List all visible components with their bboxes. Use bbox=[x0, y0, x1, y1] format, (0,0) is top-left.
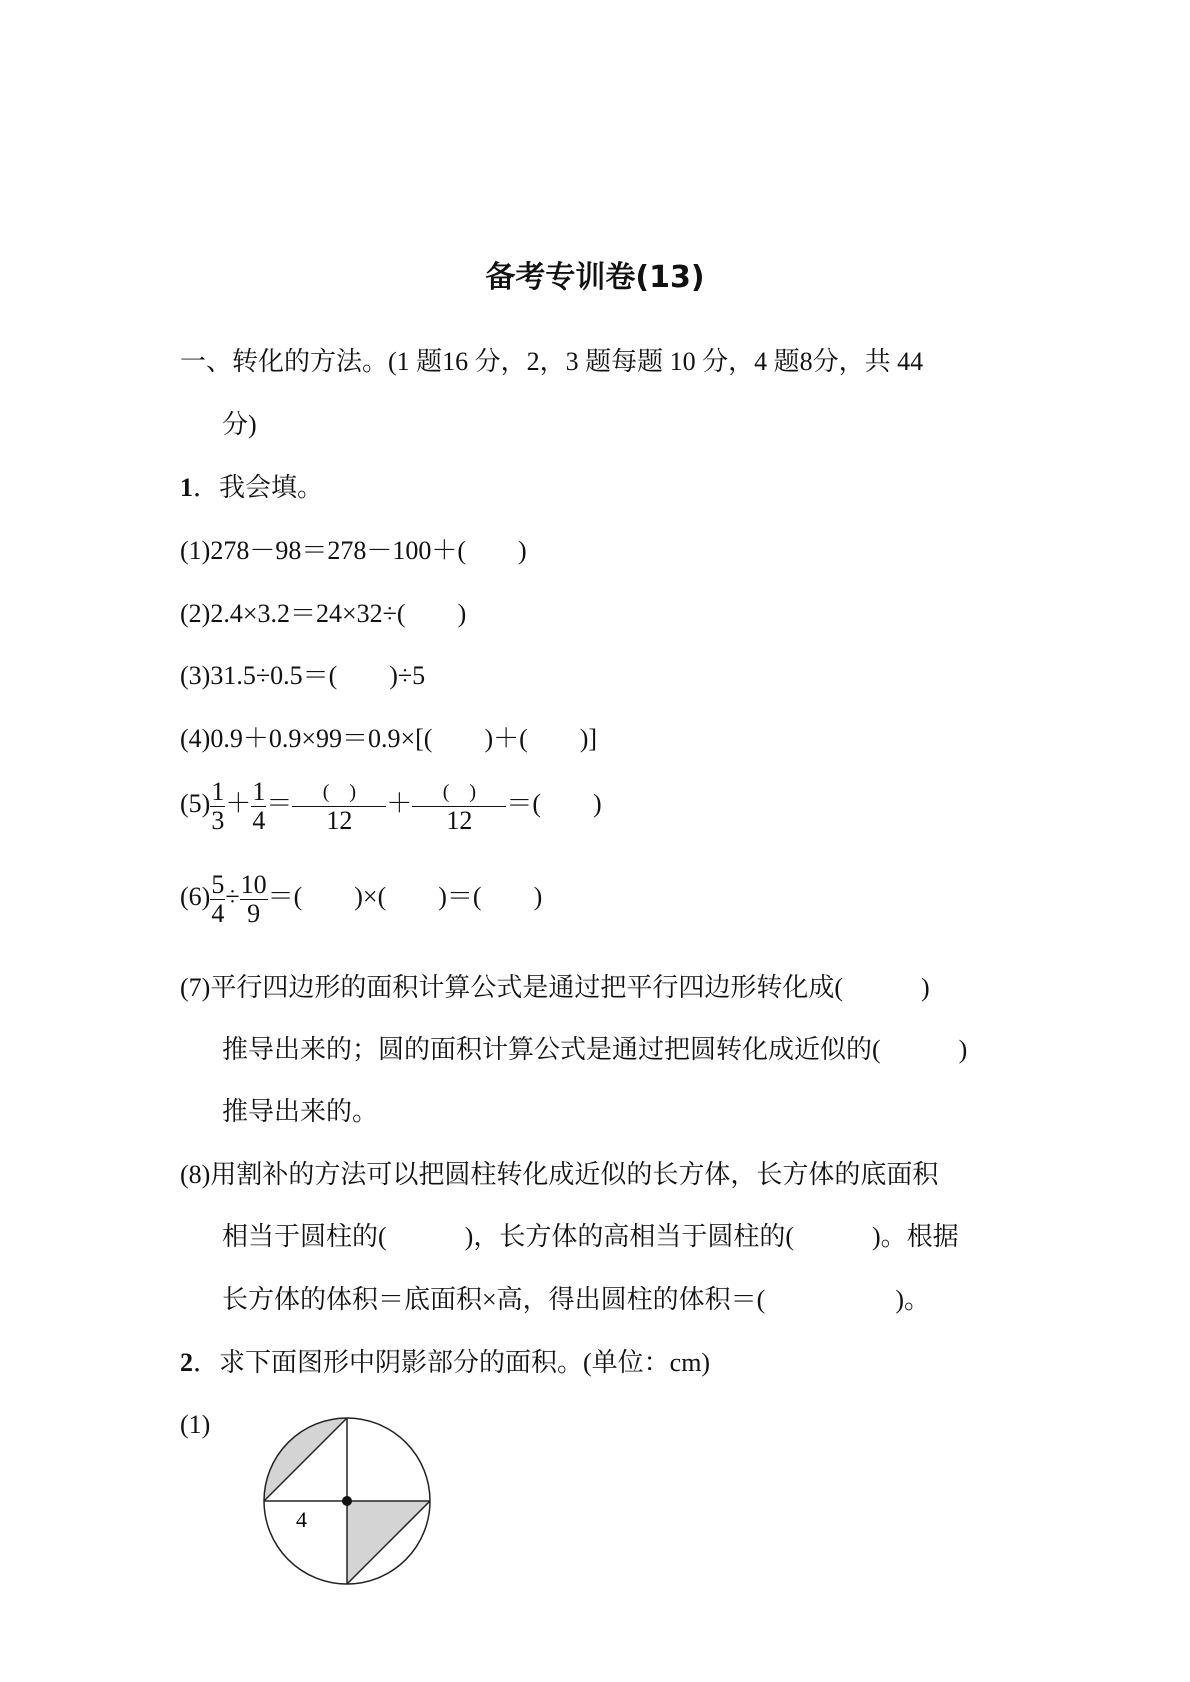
fraction bbox=[210, 778, 225, 835]
denominator: 9 bbox=[247, 898, 261, 928]
answer-blank: ＝( ) bbox=[506, 789, 602, 818]
item-7-line-2: 推导出来的；圆的面积计算公式是通过把圆转化成近似的( ) bbox=[222, 1035, 968, 1064]
fraction-blank bbox=[412, 778, 506, 835]
item-7-line-3: 推导出来的。 bbox=[222, 1097, 379, 1126]
radius-label: 4 bbox=[296, 1507, 307, 1532]
numerator: 1 bbox=[252, 776, 266, 806]
answer-blank: ＝( )×( )＝( ) bbox=[267, 882, 543, 911]
item-2: (2)2.4×3.2＝24×32÷( ) bbox=[180, 599, 467, 628]
question-1-heading bbox=[180, 473, 323, 503]
center-point bbox=[342, 1496, 352, 1506]
page-title: 备考专训卷(13) bbox=[485, 260, 705, 295]
question-text: ．我会填。 bbox=[193, 473, 324, 502]
operator: ÷ bbox=[225, 882, 240, 911]
shaded-circle-figure bbox=[250, 1405, 450, 1600]
denominator: 3 bbox=[211, 805, 225, 835]
fraction-blank bbox=[292, 778, 386, 835]
section-heading: 一、转化的方法。(1 题16 分，2，3 题每题 10 分，4 题8分，共 44 bbox=[180, 347, 924, 376]
item-7-line-1: (7)平行四边形的面积计算公式是通过把平行四边形转化成( ) bbox=[180, 973, 930, 1002]
numerator: 1 bbox=[211, 776, 225, 806]
item-8-line-1: (8)用割补的方法可以把圆柱转化成近似的长方体，长方体的底面积 bbox=[180, 1160, 939, 1189]
denominator: 4 bbox=[211, 898, 225, 928]
item-label: (5) bbox=[180, 789, 211, 818]
operator: ＋ bbox=[386, 789, 413, 818]
item-8-line-3: 长方体的体积＝底面积×高，得出圆柱的体积＝( )。 bbox=[222, 1285, 930, 1314]
question-text: ．求下面图形中阴影部分的面积。(单位：cm) bbox=[193, 1348, 711, 1377]
fraction bbox=[240, 871, 268, 928]
item-3: (3)31.5÷0.5＝( )÷5 bbox=[180, 661, 426, 690]
item-4: (4)0.9＋0.9×99＝0.9×[( )＋( )] bbox=[180, 724, 598, 753]
denominator: 12 bbox=[326, 805, 353, 835]
question-number: 2 bbox=[180, 1348, 193, 1377]
question-number: 1 bbox=[180, 473, 193, 502]
item-1: (1)278－98＝278－100＋( ) bbox=[180, 536, 527, 565]
denominator: 4 bbox=[252, 805, 266, 835]
denominator: 12 bbox=[446, 805, 473, 835]
operator: ＋ bbox=[225, 789, 252, 818]
sub-item-1-label: (1) bbox=[180, 1410, 211, 1439]
item-label: (6) bbox=[180, 882, 211, 911]
numerator: ( ) bbox=[292, 778, 386, 807]
item-8-line-2: 相当于圆柱的( )，长方体的高相当于圆柱的( )。根据 bbox=[222, 1222, 959, 1251]
numerator: 10 bbox=[240, 869, 267, 899]
fraction bbox=[251, 778, 266, 835]
section-heading-cont: 分) bbox=[222, 410, 257, 439]
numerator: ( ) bbox=[412, 778, 506, 807]
item-5 bbox=[180, 774, 602, 835]
operator: ＝ bbox=[266, 789, 293, 818]
item-6 bbox=[180, 867, 542, 928]
fraction bbox=[210, 871, 225, 928]
numerator: 5 bbox=[211, 869, 225, 899]
question-2-heading bbox=[180, 1348, 710, 1378]
